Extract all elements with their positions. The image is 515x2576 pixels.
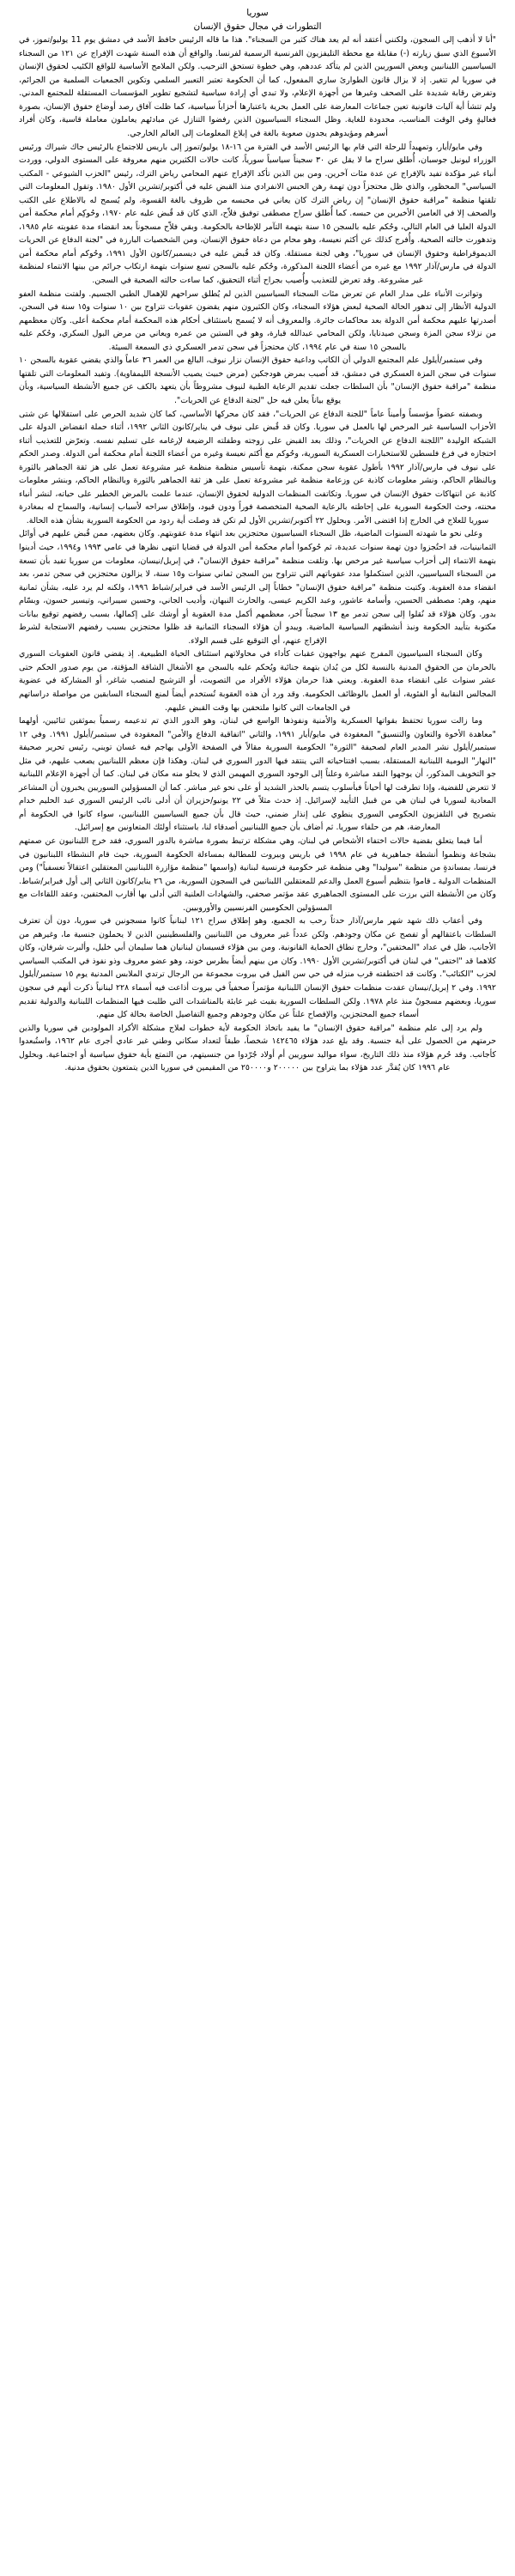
- paragraph: وكان السجناء السياسيون المفرج عنهم يواجهون عقبات كأداء في محاولاتهم استئناف الحياة الطبيعية. إذ يقضي قانون العقوبات السوري بالحرمان من الحقوق المدنية بالنسبة لكل من يُدان بتهمة جنائية ويُحكم عليه بالسجن مع الأشغال الشاقة المؤقتة، من يوم صدور الحكم حتى عشر سنوات على انقضاء مدة العقوبة. ويعني هذا حرمان هؤلاء الأفراد من التصويت، أو الترشيح لمنصب شاغر، أو المشاركة في عضوية المجالس النقابية أو الفئوية، أو العمل بالوظائف الحكومية. وقد ورد أن هذه العقوبة تُستخدم أيضاً لمنع السجناء السابقين من مواصلة دراساتهم في الجامعات التي كانوا ملتحقين بها وقت القبض عليهم.: [19, 649, 496, 713]
- paragraph: أما فيما يتعلق بقضية حالات اختفاء الأشخاص في لبنان، وهي مشكلة ترتبط بصورة مباشرة بالدور السوري، فقد خرج اللبنانيون عن صمتهم بشجاعة ونظموا أنشطة جماهيرية في عام ١٩٩٨ في باريس وبيروت للمطالبة بمساءلة الحكومة السورية، حيث قام النشطاء اللبنانيون في فرنسا، بمساندةٍ من منظمة "سوليدا" وهي منظمة غير حكومية فرنسية لبنانية (واسمها "منظمة مؤازرة اللبنانيين المعتقلين اعتقالاً تعسفياً") ومن المنظمات الدولية ـ قاموا بتنظيم أسبوع العمل والدعم للمعتقلين اللبنانيين في السجون السورية، من ٢٦ يناير/كانون الثاني إلى أول فبراير/شباط. وكان من الأنشطة التي برزت على المستوى الجماهيري عقد مؤتمر صحفي، والشهادات العلنية التي أدلى بها أقارب المختفين، وعقد اللقاءات مع المسؤولين الحكوميين الفرنسيين والأوروبيين.: [19, 836, 496, 913]
- paragraph: وعلى نحو ما شهدته السنوات الماضية، ظل السجناء السياسيون محتجزين بعد انتهاء مدة عقوبتهم. وكان بعضهم، ممن قُبض عليهم في أوائل الثمانينيات، قد احتُجزوا دون تهمة سنوات عديدة، ثم حُوكموا أمام محكمة أمن الدولة في قضايا انتهى نظرها في عامي ١٩٩٣ و١٩٩٤، حيث أدينوا بتهمة الانتماء إلى أحزاب سياسية غير مرخص بها. وتلقت منظمة "مراقبة حقوق الإنسان"، في إبريل/نيسان، معلومات من سوريا تفيد بأن تسعة من السجناء السياسيين، الذين استكملوا مدد عقوباتهم التي تتراوح بين السجن ثماني سنوات و١٥ سنة، لا يزالون محتجزين في سجن تدمر، بعد انقضاء مدة العقوبة. وكتبت منظمة "مراقبة حقوق الإنسان" خطاباً إلى الرئيس الأسد في فبراير/شباط ١٩٩٦، ولكنه لم يرد عليه، بشأن ثمانية منهم، وهم: مصطفى الحسين، وأسامة عاشور، وعبد الكريم عيسى، والحارث النبهان، وأديب الجاني، وحسين سيبراني، وتيسير حسون، وبسّام بدور. وكان هؤلاء قد نُقلوا إلى سجن تدمر مع ١٣ سجيناً آخر، معظمهم أكمل مدة العقوبة أو أوشك على إكمالها، بسبب رفضهم توقيع بيانات مكتوبة بتأييد الحكومة ونبذ أنشطتهم السياسية الماضية. ويبدو أن هؤلاء السجناء الثمانية قد ظلوا محتجزين بسبب رفضهم الاستجابة لشرط الإفراج عنهم، أي التوقيع على قسم الولاء.: [19, 529, 497, 646]
- page-title: سوريا: [246, 8, 269, 18]
- paragraph: وبصفته عضواً مؤسساً وأميناً عاماً "للجنة الدفاع عن الحريات"، فقد كان محركها الأساسي، كما كان شديد الحرص على استقلالها عن شتى الأحزاب السياسية غير المرخص لها بالعمل في سوريا. وكان قد قُبض على نيوف في يناير/كانون الثاني ١٩٩٢، أثناء حملة انقضاض الدولة على الشبكة الوليدة "اللجنة الدفاع عن الحريات"، وذلك بعد القبض على زوجته وطفلته الرضيعة لإرغامه على تسليم نفسه. وتعرّض للتعذيب أثناء احتجازه في فرع فلسطين للاستخبارات العسكرية السورية، وحُوكم مع أكثم نعيسة وغيره من أعضاء اللجنة أمام محكمة أمن الدولة. وصدر الحكم على نيوف في مارس/آذار ١٩٩٢ بأطول عقوبة سجن ممكنة، بتهمة تأسيس منظمة منظمة غير مشروعة تعمل على هز ثقة الجماهير بالثورة وبالنظام الحاكم، ونشر معلومات كاذبة عن وزعامة منظمة غير مشروعة تعمل على هز ثقة الجماهير بالثورة وبالنظام الحاكم، وبنشر معلومات كاذبة عن انتهاكات حقوق الإنسان في سوريا. وتكاتفت المنظمات الدولية لحقوق الإنسان، عندما علمت بالمرض الخطير على حياته، لنشر أنباء محنته، وحث الحكومة السورية على إحاطته بالرعاية الصحية المتخصصة فوراً ودون قيود، وإطلاق سراحه لأسباب إنسانية، والسماح له بمغادرة سوريا للعلاج في الخارج إذا اقتضى الأمر. وبحلول ٢٢ أكتوبر/تشرين الأول لم تكن قد وصلت أية ردود من الحكومة السورية بشأن هذه الحالة.: [19, 409, 496, 526]
- paragraph: وما زالت سوريا تحتفظ بقواتها العسكرية والأمنية ونفوذها الواسع في لبنان، وهو الدور الذي تم تدعيمه رسمياً بموثقين ثنائيين، أولهما "معاهدة الأخوة والتعاون والتنسيق" المعقودة في مايو/أيار ١٩٩١، والثاني "اتفاقية الدفاع والأمن" المعقودة في سبتمبر/أيلول ١٩٩١. وفي ١٢ سبتمبر/أيلول نشر المدير العام لصحيفة "الثورة" الحكومية السورية مقالاً في الصفحة الأولى يهاجم فيه غسان تويني، رئيس تحرير صحيفة "النهار" اليومية اللبنانية المستقلة، بسبب افتتاحياته التي ينتقد فيها الدور السوري في لبنان. وهكذا فإن معظم اللبنانيين يصعب عليهم، في مثل جو التخويف المذكور، أن يوجهوا النقد مباشرة وعلناً إلى الوجود السوري المهيمن الذي لا يخلو منه مكان في لبنان. كما أن أجهزة الإعلام اللبنانية لا تتعرض للقضية، وإذا تطرقت لها أحياناً فبأسلوب يتسم بالحذر الشديد أو على نحو غير مباشر. كما أن المسؤولين السوريين يخبرون أن المشاعر المعادية لسوريا في لبنان هي من قبيل التأييد لإسرائيل. إذ حدث مثلاً في ٢٢ يونيو/حزيران أن أدلى نائب الرئيس السوري عبد الحليم خدام بتصريح في التلفزيون الحكومي السوري ينطوي على إنذار ضمني، حيث قال بأن جميع السياسيين اللبنانيين، سواء كانوا في الحكومة أم المعارضة، هم من حلفاء سوريا. ثم أضاف بأن جميع اللبنانيين أصدقاء لنا، باستثناء أولئك المتعاونين مع إسرائيل.: [19, 716, 496, 833]
- paragraph: وفي أعقاب ذلك شهد شهر مارس/آذار حدثاً رحب به الجميع، وهو إطلاق سراح ١٢١ لبنانياً كانوا مسجونين في سوريا، دون أن تعترف السلطات باعتقالهم أو تفصح عن مكان وجودهم. ولكن عدداً غير معروف من اللبنانيين والفلسطينيين الذين لا يحملون جنسية ما، وغيرهم من الأجانب، ظل في عداد "المختفين"، وخارج نطاق الحماية القانونية. ومن بين هؤلاء قسيسان لبنانيان هما سليمان أبي خليل، وألبرت شرفان، وكان كلاهما قد "اختفى" في لبنان في أكتوبر/تشرين الأول ١٩٩٠. وكان من بينهم أيضاً بطرس خوند، وهو عضو معروف وذو نفوذ في المكتب السياسي لحزب "الكتائب". وكانت قد اختطفته قرب منزله في حي سن الفيل في بيروت مجموعة من الرجال ترتدي الملابس المدنية يوم ١٥ سبتمبر/أيلول ١٩٩٢. وفي ٢ إبريل/نيسان عقدت منظمات حقوق الإنسان اللبنانية مؤتمراً صحفياً في بيروت أذاعت فيه أسماء ٢٢٨ لبنانياً ذكرت أنهم في سجون سوريا، وبعضهم مسجونٌ منذ عام ١٩٧٨. ولكن السلطات السورية بقيت غير عابئة بالمناشدات التي طلبت فيها المنظمات اللبنانية والدولية تقديم أسماء جميع المحتجزين، والإفصاح علناً عن مكان وجودهم وجميع التفاصيل الخاصة بحالة كل منهم.: [19, 916, 497, 1020]
- paragraph: "أنا لا أذهب إلى السجون، ولكنني أعتقد أنه لم يعد هناك كثير من السجناء". هذا ما قاله الرئيس حافظ الأسد في دمشق يوم 11 يوليو/تموز، في الأسبوع الذي سبق زيارته (-) مقابلة مع محطة التليفزيون الفرنسية الرسمية لفرنسا. والواقع أن هذه السنة شهدت الإفراج عن ١٢١ من السجناء السياسيين اللبنانيين وبعض السوريين الذين لم يتأكد عددهم، وهي خطوة تستحق الترحيب. ولكن الملامح الأساسية للواقع الكئيب لحقوق الإنسان في سوريا لم تتغير. إذ لا يزال قانون الطوارئ ساري المفعول، كما أن الحكومة تعتبر التعبير السلمي وتكوين الجمعيات السلمية من الجرائم، وتفرض رقابة شديدة على الصحف وغيرها من أجهزة الإعلام، ولا تبدي أي إرادة سياسية لتشجيع تطوير المؤسسات المستقلة للمجتمع المدني. ولم تتشأ أية آليات قانونية تعين جماعات المعارضة على العمل بحرية باعتبارها أحزاباً سياسية، كما ظلت آفاق رصد أوضاع حقوق الإنسان، بصورة فعاليةٍ وفي الوقت المناسب، محدودة للغاية. وظل السجناء السياسيون الذين رفضوا التنازل عن مبادئهم يعاملون معاملة قاسية، وكان أفراد أسرهم ومؤيدوهم يجدون صعوبة بالغة في إبلاغ المعلومات إلى العالم الخارجي.: [19, 35, 496, 139]
- paragraph: ولم يرد إلى علم منظمة "مراقبة حقوق الإنسان" ما يفيد باتخاذ الحكومة لأية خطوات لعلاج مشكلة الأكراد المولودين في سوريا والذين حرمتهم من الحصول على أية جنسية. وقد بلغ عدد هؤلاء ١٤٢٤٦٥ شخصاً، طبقاً لتعداد سكاني وطني غير عادي أجرى عام ١٩٦٢، واستُبعدوا كأجانب. وقد حُرم هؤلاء منذ ذلك التاريخ، سواء مواليد سوريين أم أولاد جُرّدوا من جنسيتهم، من التمتع بأية حقوق سياسية أو اجتماعية. وبحلول عام ١٩٩٦ كان يُقدَّر عدد هؤلاء بما يتراوح بين ٢٠٠٠٠٠ و٢٥٠٠٠٠ من المقيمين في سوريا الذين يتمتعون بحقوق مدنية.: [19, 1023, 497, 1073]
- paragraph: وفي سبتمبر/أيلول علم المجتمع الدولي أن الكاتب وداعية حقوق الإنسان نزار نيوف، البالغ من العمر ٣٦ عاماً والذي يقضي عقوبة بالسجن ١٠ سنوات في سجن المزة العسكري في دمشق، قد أُصيب بمرض هودجكين (مرض خبيث يصيب الأنسجة الليمفاوية). وتفيد المعلومات التي تلقتها منظمة "مراقبة حقوق الإنسان" بأن السلطات جعلت تقديم الرعاية الطبية لنيوف مشروطاً بأن يتعهد بالكف عن جميع الأنشطة السياسية، وبأن يوقع بياناً يعلن فيه حل "لجنة الدفاع عن الحريات".: [19, 355, 496, 405]
- paragraph: وفي مايو/أيار، وتمهيداً للرحلة التي قام بها الرئيس الأسد في الفترة من ١٦-١٨ يوليو/تموز إلى باريس للاجتماع بالرئيس جاك شيراك ورئيس الوزراء ليونيل جوسبان، أُطلق سراح ما لا يقل عن ٣٠ سجيناً سياسياً سورياً، كانت حالات الكثيرين منهم معروفة على المستوى الدولي، ووردت أنباء غير مؤكدة تفيد بالإفراج عن عدة مئات آخرين. ومن بين الذين تأكد الإفراج عنهم المحامي رياض الترك، رئيس "الحزب الشيوعي - المكتب السياسي" المحظور، والذي ظل محتجزاً دون تهمة رهن الحبس الانفرادي منذ القبض عليه في أكتوبر/تشرين الأول ١٩٨٠. وتقول المعلومات التي تلقتها منظمة "مراقبة حقوق الإنسان" إن رياض الترك كان يعاني في محبسه من ظروف بالغة القسوة، ولم يُسمح له بالاطلاع على الكتب والصحف إلا في العامين الأخيرين من حبسه. كما أُطلق سراح مصطفى توفيق فلاّح، الذي كان قد قُبض عليه عام ١٩٧٠، وحُوكِم أمام محكمة أمن الدولة العليا في العام التالي، وحُكم عليه بالسجن ١٥ سنة بتهمة التآمر للإطاحة بالحكومة. وبقي فلاّح مسجوناً بعد انقضاء مدة عقوبته عام ١٩٨٥، وتدهورت حالته الصحية. وأُفرج كذلك عن أكثم نعيسة، وهو محام من دعاة حقوق الإنسان، ومن الشخصيات البارزة في "لجنة الدفاع عن الحريات الديموقراطية وحقوق الإنسان في سوريا"، وهي لجنة مستقلة. وكان قد قُبض عليه في ديسمبر/كانون الأول ١٩٩١، وحُوكم أمام محكمة أمن الدولة في مارس/آذار ١٩٩٢ مع غيره من أعضاء اللجنة المذكورة، وحُكم عليه بالسجن تسع سنوات بتهمة ارتكاب جرائم من بينها الانتماء لمنظمة غير مشروعة. وقد تعرض للتعذيب وأُصيب بجراح أثناء التحقيق، كما ساءت حالته الصحية في السجن.: [19, 142, 497, 286]
- paragraph: وتواترت الأنباء على مدار العام عن تعرض مئات السجناء السياسيين الذين لم يُطلق سراحهم للإهمال الطبي الجسيم. ولفتت منظمة العفو الدولية الأنظار إلى تدهور الحالة الصحية لبعض هؤلاء السجناء، وكان الكثيرون منهم يقضون عقوبات تتراوح بين ١٠ سنوات و١٥ سنة في السجن، أصدرتها عليهم محكمة أمن الدولة بعد محاكمات جائرة. والمعروف أنه لا يُسمح باستئناف أحكام هذه المحكمة أمام محكمة أعلى. وكان معظمهم من نزلاء سجن المزة وسجن صيدنايا، ولكن المحامي عبدالله قبارة، وهو في الستين من عمره ويعاني من مرض البول السكري، وحُكم عليه بالسجن ١٥ سنة في عام ١٩٩٤، كان محتجزاً في سجن تدمر العسكري ذي السمعة السيئة.: [19, 289, 496, 352]
- document-body: [19, 33, 496, 1075]
- page-subtitle: التطورات في مجال حقوق الإنسان: [193, 21, 322, 32]
